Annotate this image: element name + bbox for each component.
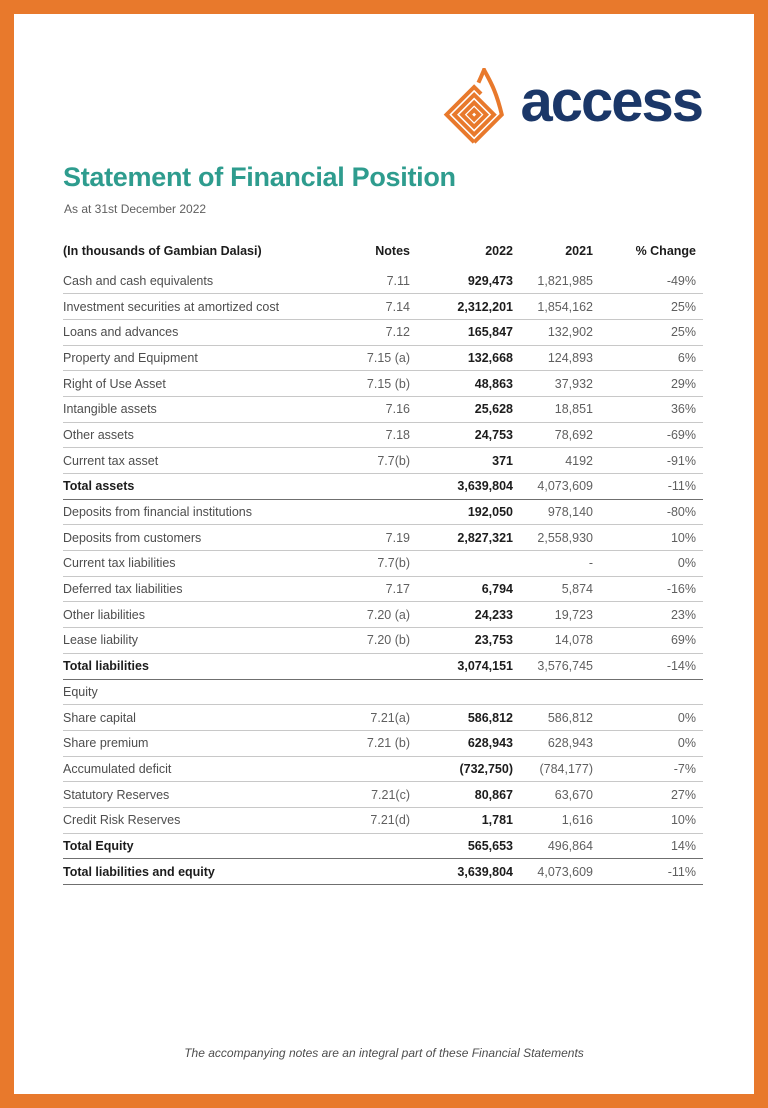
row-value-2022: 192,050 — [410, 499, 513, 525]
row-value-2021: 19,723 — [513, 602, 593, 628]
row-label: Accumulated deficit — [63, 756, 313, 782]
row-label: Cash and cash equivalents — [63, 268, 313, 294]
row-note: 7.20 (b) — [313, 628, 410, 654]
table-row — [63, 859, 703, 885]
row-pad — [696, 474, 703, 500]
table-row — [63, 294, 703, 320]
row-label: Total Equity — [63, 833, 313, 859]
table-row — [63, 730, 703, 756]
table-row — [63, 576, 703, 602]
row-note — [313, 679, 410, 705]
row-label: Deferred tax liabilities — [63, 576, 313, 602]
row-pad — [696, 859, 703, 885]
row-pad — [696, 730, 703, 756]
row-value-2022: 371 — [410, 448, 513, 474]
row-value-2022: 24,233 — [410, 602, 513, 628]
row-change: -91% — [593, 448, 696, 474]
access-diamond-icon — [440, 68, 510, 144]
row-change: 29% — [593, 371, 696, 397]
row-value-2022 — [410, 551, 513, 577]
row-note: 7.15 (a) — [313, 345, 410, 371]
table-row — [63, 833, 703, 859]
row-pad — [696, 602, 703, 628]
row-change: 27% — [593, 782, 696, 808]
row-change: -69% — [593, 422, 696, 448]
row-change: 25% — [593, 294, 696, 320]
table-row — [63, 653, 703, 679]
row-value-2022: 1,781 — [410, 807, 513, 833]
row-note — [313, 653, 410, 679]
row-label: Total liabilities and equity — [63, 859, 313, 885]
row-note: 7.18 — [313, 422, 410, 448]
column-header-pad — [696, 238, 703, 268]
row-value-2022: 929,473 — [410, 268, 513, 294]
row-label: Deposits from financial institutions — [63, 499, 313, 525]
row-value-2022: 80,867 — [410, 782, 513, 808]
table-row — [63, 807, 703, 833]
row-label: Statutory Reserves — [63, 782, 313, 808]
table-row — [63, 525, 703, 551]
table-header-row — [63, 238, 703, 268]
row-value-2022: 3,639,804 — [410, 859, 513, 885]
row-value-2021: 5,874 — [513, 576, 593, 602]
row-value-2022: (732,750) — [410, 756, 513, 782]
row-pad — [696, 807, 703, 833]
row-pad — [696, 551, 703, 577]
row-value-2022: 6,794 — [410, 576, 513, 602]
row-label: Lease liability — [63, 628, 313, 654]
column-header-2021: 2021 — [565, 244, 593, 258]
row-note — [313, 859, 410, 885]
row-value-2021: 1,616 — [513, 807, 593, 833]
row-change: 0% — [593, 730, 696, 756]
row-pad — [696, 422, 703, 448]
row-pad — [696, 499, 703, 525]
table-row — [63, 551, 703, 577]
row-value-2022 — [410, 679, 513, 705]
row-value-2022: 3,074,151 — [410, 653, 513, 679]
row-label: Share capital — [63, 705, 313, 731]
row-change: -7% — [593, 756, 696, 782]
column-header-change: % Change — [635, 244, 696, 258]
row-value-2022: 23,753 — [410, 628, 513, 654]
row-label: Right of Use Asset — [63, 371, 313, 397]
row-change: 23% — [593, 602, 696, 628]
row-change: 25% — [593, 319, 696, 345]
row-pad — [696, 679, 703, 705]
row-change: -49% — [593, 268, 696, 294]
row-note: 7.21(a) — [313, 705, 410, 731]
table-row — [63, 268, 703, 294]
row-note: 7.21 (b) — [313, 730, 410, 756]
row-value-2022: 48,863 — [410, 371, 513, 397]
row-value-2021: 132,902 — [513, 319, 593, 345]
row-note — [313, 756, 410, 782]
row-note — [313, 474, 410, 500]
financial-position-table — [63, 238, 703, 885]
row-note: 7.19 — [313, 525, 410, 551]
row-value-2021: 4,073,609 — [513, 474, 593, 500]
row-change: 10% — [593, 525, 696, 551]
row-pad — [696, 371, 703, 397]
row-label: Loans and advances — [63, 319, 313, 345]
row-pad — [696, 294, 703, 320]
row-pad — [696, 448, 703, 474]
row-pad — [696, 345, 703, 371]
row-pad — [696, 756, 703, 782]
row-pad — [696, 782, 703, 808]
row-value-2022: 132,668 — [410, 345, 513, 371]
table-row — [63, 319, 703, 345]
row-value-2021: 4,073,609 — [513, 859, 593, 885]
row-change: 36% — [593, 396, 696, 422]
row-pad — [696, 576, 703, 602]
brand-wordmark: access — [520, 69, 702, 134]
row-label: Intangible assets — [63, 396, 313, 422]
row-change: 14% — [593, 833, 696, 859]
page-title: Statement of Financial Position — [63, 162, 456, 192]
row-label: Investment securities at amortized cost — [63, 294, 313, 320]
row-value-2021: 978,140 — [513, 499, 593, 525]
brand-logo — [14, 68, 702, 144]
table-row — [63, 602, 703, 628]
table-row — [63, 396, 703, 422]
row-value-2021: 1,854,162 — [513, 294, 593, 320]
row-value-2022: 24,753 — [410, 422, 513, 448]
row-value-2021: 14,078 — [513, 628, 593, 654]
row-note — [313, 833, 410, 859]
row-value-2022: 3,639,804 — [410, 474, 513, 500]
row-value-2021: 124,893 — [513, 345, 593, 371]
table-row — [63, 345, 703, 371]
row-value-2022: 165,847 — [410, 319, 513, 345]
row-pad — [696, 396, 703, 422]
column-header-notes: Notes — [375, 244, 410, 258]
row-note: 7.16 — [313, 396, 410, 422]
row-value-2021: 3,576,745 — [513, 653, 593, 679]
column-header-2022: 2022 — [485, 244, 513, 258]
row-value-2022: 25,628 — [410, 396, 513, 422]
footer-note: The accompanying notes are an integral part of these Financial Statements — [184, 1046, 584, 1060]
row-label: Current tax liabilities — [63, 551, 313, 577]
row-value-2021 — [513, 679, 593, 705]
row-label: Total liabilities — [63, 653, 313, 679]
table-row — [63, 705, 703, 731]
row-value-2021: 37,932 — [513, 371, 593, 397]
row-note: 7.15 (b) — [313, 371, 410, 397]
row-note — [313, 499, 410, 525]
row-change: -16% — [593, 576, 696, 602]
row-note: 7.21(d) — [313, 807, 410, 833]
row-value-2021: 78,692 — [513, 422, 593, 448]
table-row — [63, 371, 703, 397]
row-change: 0% — [593, 551, 696, 577]
column-header-label: (In thousands of Gambian Dalasi) — [63, 244, 262, 258]
row-change: 10% — [593, 807, 696, 833]
table-row — [63, 679, 703, 705]
row-change: 0% — [593, 705, 696, 731]
row-value-2021: 4192 — [513, 448, 593, 474]
table-row — [63, 499, 703, 525]
row-note: 7.14 — [313, 294, 410, 320]
table-row — [63, 448, 703, 474]
row-value-2021: 586,812 — [513, 705, 593, 731]
row-pad — [696, 319, 703, 345]
row-value-2022: 565,653 — [410, 833, 513, 859]
row-note: 7.21(c) — [313, 782, 410, 808]
row-pad — [696, 628, 703, 654]
row-change: -80% — [593, 499, 696, 525]
row-pad — [696, 833, 703, 859]
page-subtitle: As at 31st December 2022 — [64, 202, 207, 216]
row-value-2021: 63,670 — [513, 782, 593, 808]
row-change: -14% — [593, 653, 696, 679]
row-note: 7.7(b) — [313, 551, 410, 577]
table-row — [63, 422, 703, 448]
row-value-2021: 2,558,930 — [513, 525, 593, 551]
row-note: 7.20 (a) — [313, 602, 410, 628]
row-value-2021: (784,177) — [513, 756, 593, 782]
row-label: Property and Equipment — [63, 345, 313, 371]
row-change: 6% — [593, 345, 696, 371]
row-note: 7.12 — [313, 319, 410, 345]
row-label: Equity — [63, 679, 313, 705]
row-label: Deposits from customers — [63, 525, 313, 551]
row-value-2021: 18,851 — [513, 396, 593, 422]
row-note: 7.7(b) — [313, 448, 410, 474]
row-label: Total assets — [63, 474, 313, 500]
table-row — [63, 628, 703, 654]
row-label: Other liabilities — [63, 602, 313, 628]
table-body — [63, 268, 703, 885]
row-change: -11% — [593, 474, 696, 500]
row-change — [593, 679, 696, 705]
row-note: 7.11 — [313, 268, 410, 294]
table-row — [63, 474, 703, 500]
row-label: Share premium — [63, 730, 313, 756]
row-label: Other assets — [63, 422, 313, 448]
row-value-2021: 1,821,985 — [513, 268, 593, 294]
row-value-2022: 2,312,201 — [410, 294, 513, 320]
table-row — [63, 782, 703, 808]
row-note: 7.17 — [313, 576, 410, 602]
row-value-2021: - — [513, 551, 593, 577]
row-value-2022: 586,812 — [410, 705, 513, 731]
row-value-2022: 628,943 — [410, 730, 513, 756]
row-value-2022: 2,827,321 — [410, 525, 513, 551]
row-change: 69% — [593, 628, 696, 654]
row-pad — [696, 653, 703, 679]
table-row — [63, 756, 703, 782]
row-pad — [696, 705, 703, 731]
row-change: -11% — [593, 859, 696, 885]
row-value-2021: 496,864 — [513, 833, 593, 859]
row-label: Credit Risk Reserves — [63, 807, 313, 833]
row-value-2021: 628,943 — [513, 730, 593, 756]
row-pad — [696, 525, 703, 551]
row-label: Current tax asset — [63, 448, 313, 474]
row-pad — [696, 268, 703, 294]
